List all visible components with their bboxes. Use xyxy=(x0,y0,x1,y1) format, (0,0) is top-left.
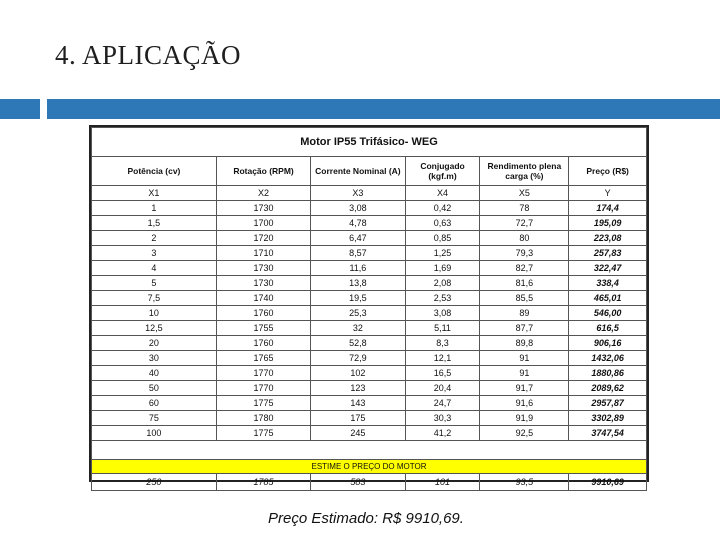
table-cell: 32 xyxy=(311,321,405,336)
table-cell: 7,5 xyxy=(92,291,217,306)
estimate-cell: 250 xyxy=(92,474,217,491)
slide-title: 4. APLICAÇÃO xyxy=(55,40,242,70)
table-cell: 0,85 xyxy=(405,231,480,246)
table-cell: 10 xyxy=(92,306,217,321)
spacer-row xyxy=(92,441,647,460)
table-cell: 72,7 xyxy=(480,216,569,231)
table-cell: 11,6 xyxy=(311,261,405,276)
table-cell: 4 xyxy=(92,261,217,276)
table-cell: 1760 xyxy=(216,336,310,351)
table-row xyxy=(92,366,647,381)
variable-cell: X3 xyxy=(311,186,405,201)
price-cell: 174,4 xyxy=(569,201,647,216)
table-cell: 91 xyxy=(480,366,569,381)
table-cell: 89 xyxy=(480,306,569,321)
price-cell: 2089,62 xyxy=(569,381,647,396)
table-cell: 123 xyxy=(311,381,405,396)
table-cell: 30 xyxy=(92,351,217,366)
accent-bar-right xyxy=(47,99,720,119)
table-cell: 20 xyxy=(92,336,217,351)
table-cell: 72,9 xyxy=(311,351,405,366)
table-cell: 1720 xyxy=(216,231,310,246)
table-cell: 13,8 xyxy=(311,276,405,291)
price-cell: 465,01 xyxy=(569,291,647,306)
estimate-cell: 93,5 xyxy=(480,474,569,491)
estimate-label: ESTIME O PREÇO DO MOTOR xyxy=(92,460,647,474)
table-row xyxy=(92,231,647,246)
table-cell: 5,11 xyxy=(405,321,480,336)
motor-price-table xyxy=(91,127,647,491)
table-cell: 12,5 xyxy=(92,321,217,336)
variable-cell: X1 xyxy=(92,186,217,201)
header-cell: Conjugado (kgf.m) xyxy=(405,157,480,186)
price-cell: 257,83 xyxy=(569,246,647,261)
table-cell: 1770 xyxy=(216,381,310,396)
table-cell: 1700 xyxy=(216,216,310,231)
price-cell: 322,47 xyxy=(569,261,647,276)
table-cell: 25,3 xyxy=(311,306,405,321)
table-row xyxy=(92,216,647,231)
estimate-cell: 101 xyxy=(405,474,480,491)
table-cell: 100 xyxy=(92,426,217,441)
table-cell: 82,7 xyxy=(480,261,569,276)
spacer-cell xyxy=(92,441,647,460)
table-row xyxy=(92,351,647,366)
table-cell: 91 xyxy=(480,351,569,366)
table-cell: 6,47 xyxy=(311,231,405,246)
variable-row xyxy=(92,186,647,201)
table-cell: 89,8 xyxy=(480,336,569,351)
price-cell: 906,16 xyxy=(569,336,647,351)
price-cell: 223,08 xyxy=(569,231,647,246)
table-row xyxy=(92,201,647,216)
price-cell: 195,09 xyxy=(569,216,647,231)
table-cell: 1780 xyxy=(216,411,310,426)
table-cell: 79,3 xyxy=(480,246,569,261)
table-cell: 91,6 xyxy=(480,396,569,411)
table-cell: 30,3 xyxy=(405,411,480,426)
table-cell: 8,3 xyxy=(405,336,480,351)
table-row xyxy=(92,306,647,321)
table-cell: 1765 xyxy=(216,351,310,366)
table-row xyxy=(92,396,647,411)
estimate-cell: 1785 xyxy=(216,474,310,491)
table-cell: 245 xyxy=(311,426,405,441)
price-cell: 546,00 xyxy=(569,306,647,321)
table-cell: 91,7 xyxy=(480,381,569,396)
table-cell: 3,08 xyxy=(405,306,480,321)
table-cell: 0,42 xyxy=(405,201,480,216)
table-cell: 2 xyxy=(92,231,217,246)
header-cell: Corrente Nominal (A) xyxy=(311,157,405,186)
table-cell: 0,63 xyxy=(405,216,480,231)
header-cell: Rotação (RPM) xyxy=(216,157,310,186)
table-cell: 3,08 xyxy=(311,201,405,216)
table-cell: 2,08 xyxy=(405,276,480,291)
variable-cell: Y xyxy=(569,186,647,201)
price-cell: 1432,06 xyxy=(569,351,647,366)
table-row xyxy=(92,321,647,336)
table-cell: 16,5 xyxy=(405,366,480,381)
table-cell: 24,7 xyxy=(405,396,480,411)
table-row xyxy=(92,336,647,351)
table-cell: 4,78 xyxy=(311,216,405,231)
table-cell: 75 xyxy=(92,411,217,426)
estimate-values-row xyxy=(92,474,647,491)
table-cell: 85,5 xyxy=(480,291,569,306)
table-cell: 78 xyxy=(480,201,569,216)
table-cell: 19,5 xyxy=(311,291,405,306)
table-row xyxy=(92,426,647,441)
table-cell: 1 xyxy=(92,201,217,216)
table-title-row xyxy=(92,128,647,157)
table-cell: 1710 xyxy=(216,246,310,261)
price-cell: 3302,89 xyxy=(569,411,647,426)
table-cell: 1740 xyxy=(216,291,310,306)
variable-cell: X4 xyxy=(405,186,480,201)
estimate-label-row xyxy=(92,460,647,474)
table-cell: 41,2 xyxy=(405,426,480,441)
estimate-cell: 583 xyxy=(311,474,405,491)
price-cell: 1880,86 xyxy=(569,366,647,381)
table-cell: 1730 xyxy=(216,276,310,291)
table-cell: 1770 xyxy=(216,366,310,381)
table-cell: 81,6 xyxy=(480,276,569,291)
table-cell: 1760 xyxy=(216,306,310,321)
price-cell: 616,5 xyxy=(569,321,647,336)
table-cell: 1,5 xyxy=(92,216,217,231)
table-cell: 91,9 xyxy=(480,411,569,426)
header-row xyxy=(92,157,647,186)
price-cell: 3747,54 xyxy=(569,426,647,441)
table-cell: 2,53 xyxy=(405,291,480,306)
table-cell: 3 xyxy=(92,246,217,261)
estimate-price-cell: 9910,69 xyxy=(569,474,647,491)
table-row xyxy=(92,276,647,291)
estimated-price-caption: Preço Estimado: R$ 9910,69. xyxy=(268,510,464,527)
table-cell: 92,5 xyxy=(480,426,569,441)
table-cell: 8,57 xyxy=(311,246,405,261)
table-cell: 143 xyxy=(311,396,405,411)
table-row xyxy=(92,291,647,306)
table-cell: 1730 xyxy=(216,261,310,276)
table-row xyxy=(92,246,647,261)
table-cell: 1755 xyxy=(216,321,310,336)
table-row xyxy=(92,411,647,426)
header-cell: Preço (R$) xyxy=(569,157,647,186)
table-cell: 1,69 xyxy=(405,261,480,276)
table-cell: 52,8 xyxy=(311,336,405,351)
table-cell: 87,7 xyxy=(480,321,569,336)
table-cell: 40 xyxy=(92,366,217,381)
price-cell: 338,4 xyxy=(569,276,647,291)
table-cell: 102 xyxy=(311,366,405,381)
table-cell: 20,4 xyxy=(405,381,480,396)
header-cell: Potência (cv) xyxy=(92,157,217,186)
table-cell: 1775 xyxy=(216,396,310,411)
table-cell: 1730 xyxy=(216,201,310,216)
table-cell: 80 xyxy=(480,231,569,246)
table-cell: 60 xyxy=(92,396,217,411)
variable-cell: X2 xyxy=(216,186,310,201)
table-cell: 1775 xyxy=(216,426,310,441)
motor-price-table-image xyxy=(89,125,649,487)
table-title: Motor IP55 Trifásico- WEG xyxy=(92,128,647,157)
variable-cell: X5 xyxy=(480,186,569,201)
table-row xyxy=(92,381,647,396)
table-cell: 5 xyxy=(92,276,217,291)
table-cell: 175 xyxy=(311,411,405,426)
table-cell: 50 xyxy=(92,381,217,396)
header-cell: Rendimento plena carga (%) xyxy=(480,157,569,186)
table-cell: 12,1 xyxy=(405,351,480,366)
price-cell: 2957,87 xyxy=(569,396,647,411)
accent-bar-left xyxy=(0,99,40,119)
table-cell: 1,25 xyxy=(405,246,480,261)
table-row xyxy=(92,261,647,276)
